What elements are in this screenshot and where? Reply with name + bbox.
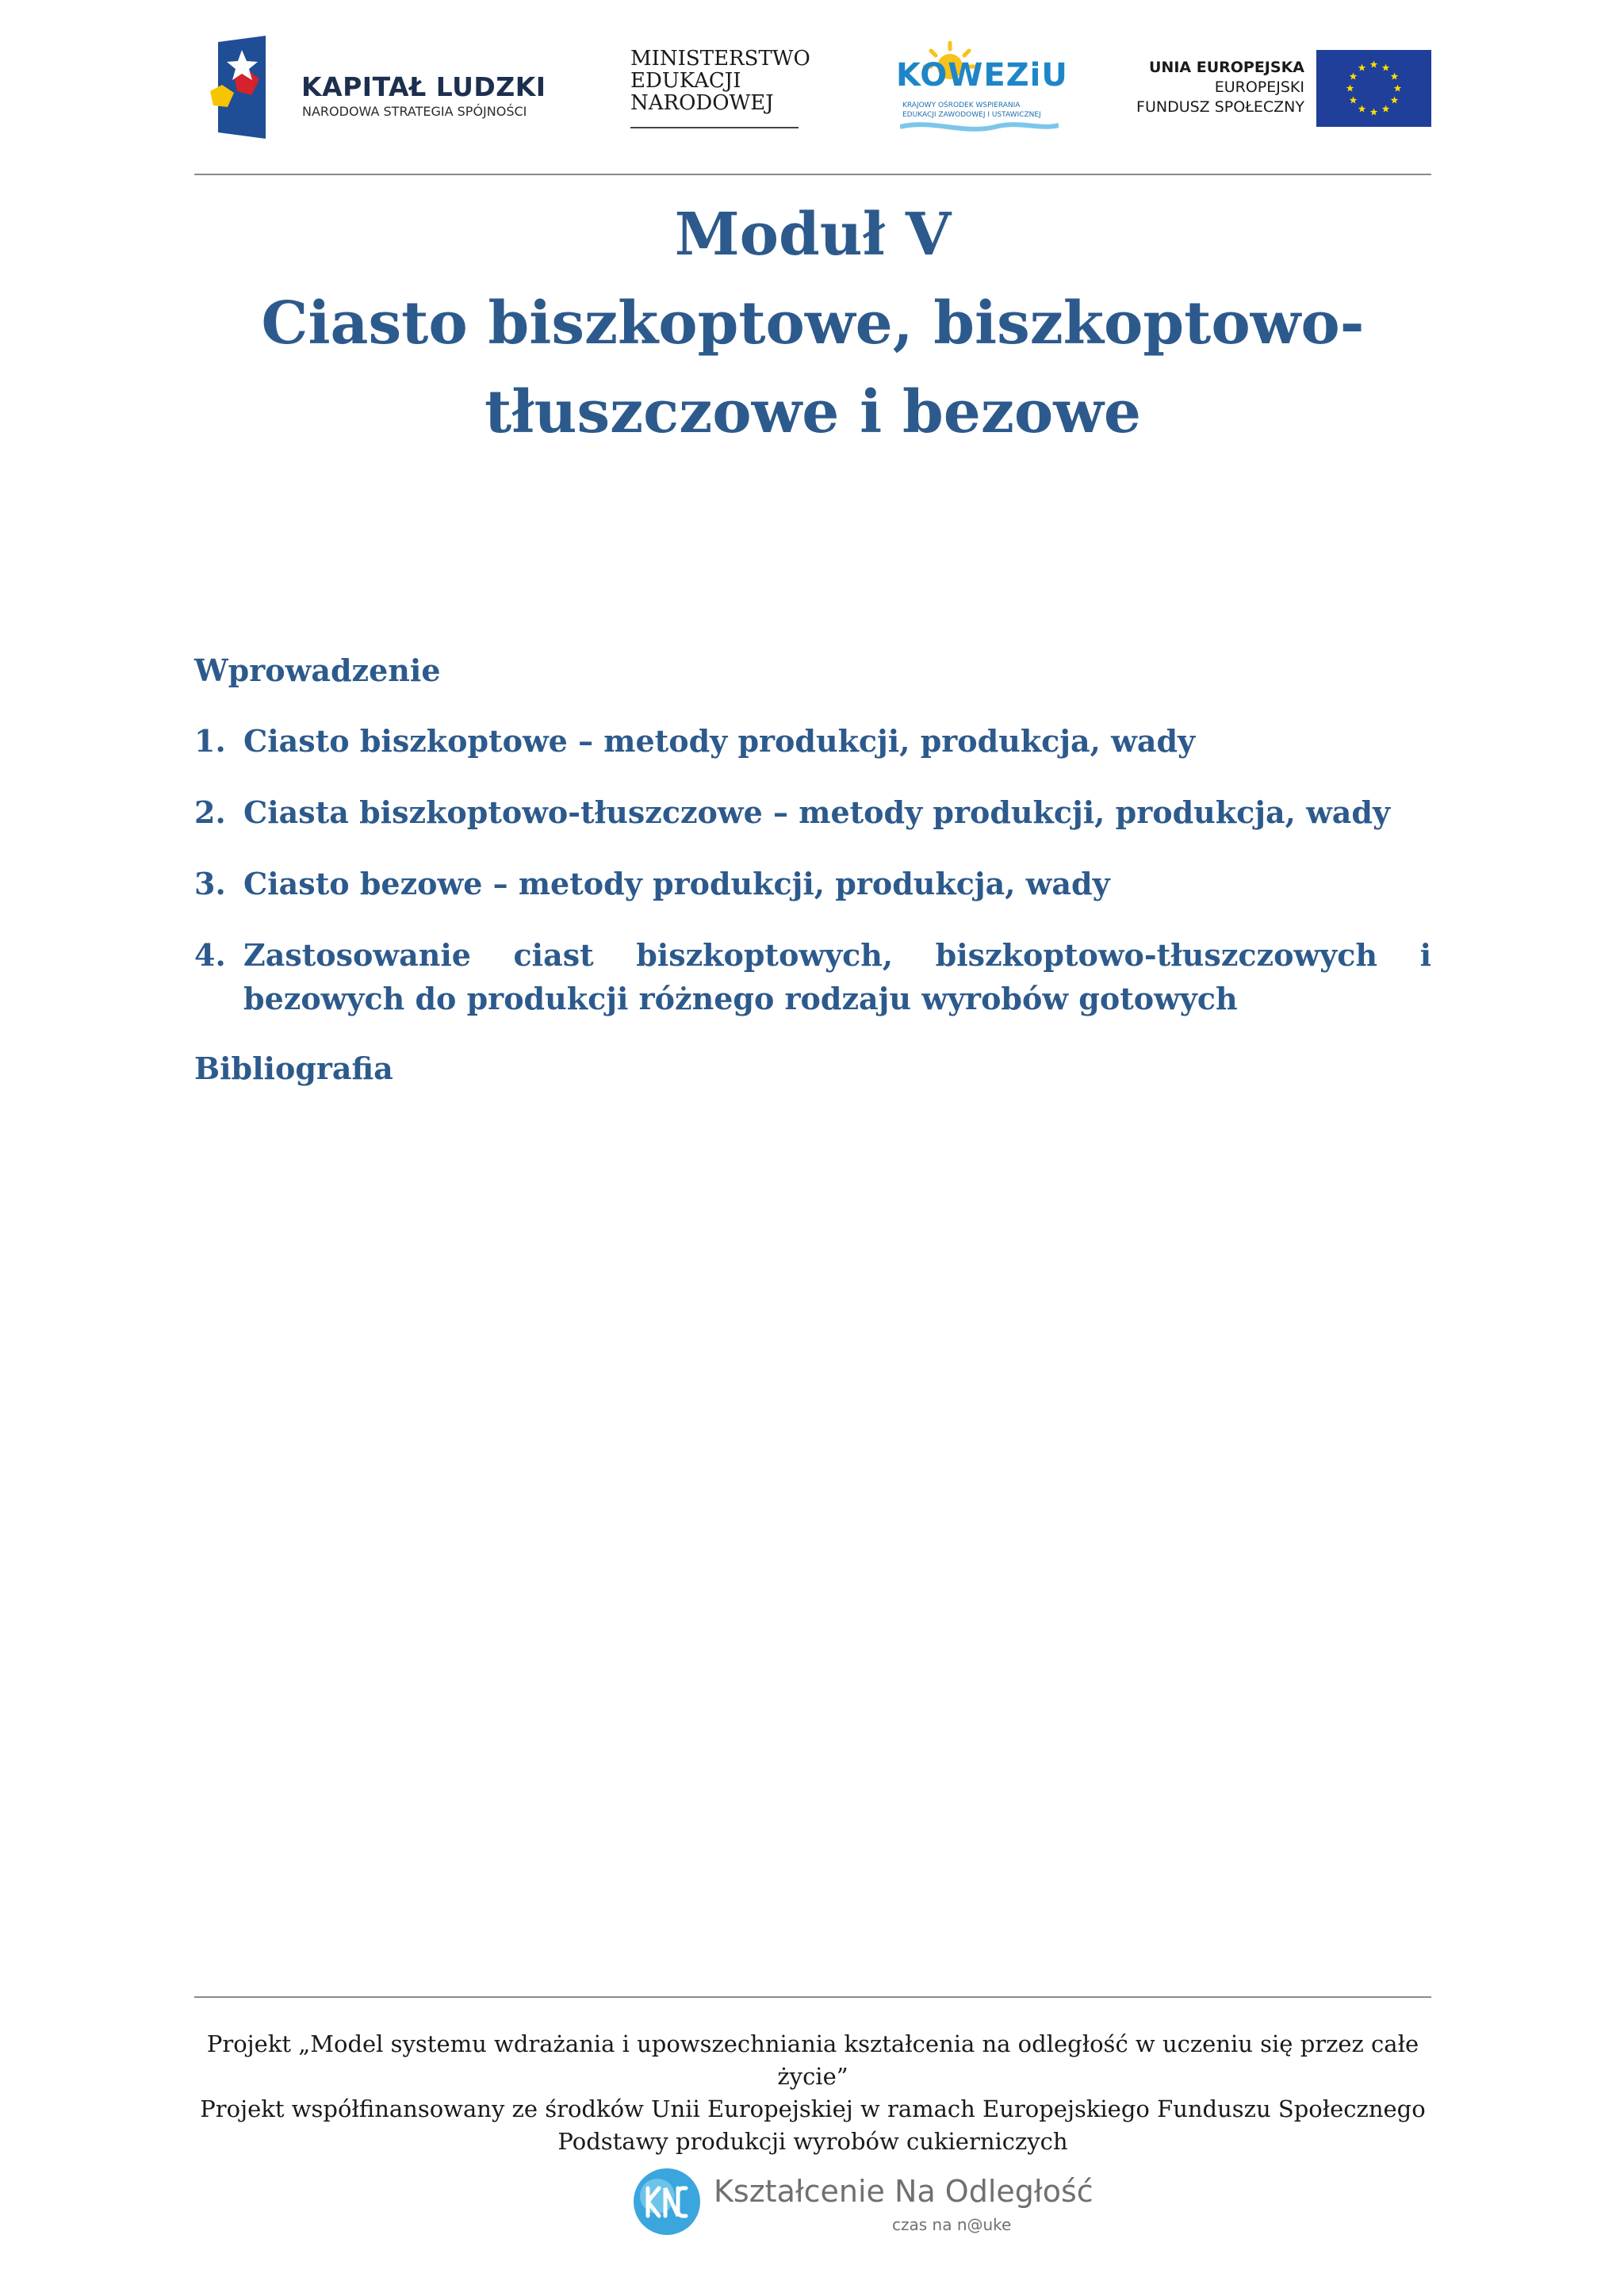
eu-star-icon (1382, 64, 1390, 71)
eu-stars-icon (1316, 50, 1431, 127)
eu-line-1: UNIA EUROPEJSKA (1149, 59, 1304, 76)
kapital-ludzki-logo (202, 36, 546, 143)
koweziu-title: KOWEZiU (896, 57, 1068, 94)
wave-icon (900, 119, 1059, 135)
toc-item-number: 2. (194, 794, 226, 830)
eu-star-icon (1370, 109, 1378, 116)
eu-star-icon (1350, 73, 1358, 80)
toc-item-text: Ciasta biszkoptowo-tłuszczowe – metody produkcji, produkcja, wady (243, 794, 1391, 830)
footer-text (194, 2028, 1431, 2158)
ministerstwo-line-3: NARODOWEJ (630, 91, 774, 115)
toc-item-2 (194, 790, 1431, 834)
eu-star-icon (1394, 85, 1402, 92)
ministerstwo-line-1: MINISTERSTWO (630, 47, 810, 71)
kno-name: Kształcenie Na Odległość (714, 2174, 1094, 2209)
kapital-ludzki-emblem-icon (202, 36, 293, 143)
toc-item-3 (194, 862, 1431, 905)
eu-star-icon (1391, 73, 1399, 80)
kapital-ludzki-title: KAPITAŁ LUDZKI (301, 71, 546, 102)
toc-item-number: 1. (194, 723, 226, 759)
page-title (194, 190, 1431, 457)
koweziu-logo (896, 40, 1071, 135)
title-line-3: tłuszczowe i bezowe (485, 378, 1141, 446)
header-logos (194, 36, 1431, 147)
ministerstwo-line-2: EDUKACJI (630, 69, 741, 93)
toc-item-number: 3. (194, 866, 226, 901)
toc-item-4 (194, 933, 1431, 1020)
toc-item-text: Ciasto biszkoptowe – metody produkcji, produkcja, wady (243, 723, 1196, 759)
eu-flag-icon (1316, 50, 1431, 127)
title-line-2: Ciasto biszkoptowe, biszkoptowo- (261, 289, 1365, 358)
eu-star-icon (1391, 97, 1399, 104)
toc-item-text: Zastosowanie ciast biszkoptowych, biszkoptowo-tłuszczowych i bezowych do produkcji różnego rodzaju wyrobów gotowych (243, 937, 1431, 1016)
eu-star-icon (1346, 85, 1354, 92)
kno-slogan: czas na n@uke (892, 2215, 1012, 2234)
eu-logo (1136, 50, 1431, 129)
koweziu-subtitle-2: EDUKACJI ZAWODOWEJ I USTAWICZNEJ (902, 111, 1041, 119)
footer-divider (194, 1996, 1431, 1998)
eu-star-icon (1358, 105, 1366, 112)
toc-intro: Wprowadzenie (194, 652, 441, 688)
kno-emblem-icon (630, 2164, 706, 2240)
toc-item-1 (194, 719, 1431, 763)
table-of-contents (194, 650, 1431, 1089)
eu-star-icon (1370, 61, 1378, 68)
eu-star-icon (1350, 97, 1358, 104)
koweziu-subtitle-1: KRAJOWY OŚRODEK WSPIERANIA (902, 101, 1021, 109)
toc-item-number: 4. (194, 937, 226, 973)
footer-line-1: Projekt „Model systemu wdrażania i upowszechniania kształcenia na odległość w uczeniu się przez całe życie” (206, 2030, 1419, 2090)
footer-line-2: Projekt współfinansowany ze środków Unii Europejskiej w ramach Europejskiego Funduszu Społecznego (200, 2095, 1426, 2122)
title-line-1: Moduł V (674, 201, 952, 269)
eu-line-2: EUROPEJSKI (1214, 78, 1304, 96)
eu-text (1136, 58, 1304, 117)
footer-line-3: Podstawy produkcji wyrobów cukierniczych (557, 2128, 1068, 2155)
kapital-ludzki-subtitle: NARODOWA STRATEGIA SPÓJNOŚCI (302, 104, 527, 119)
kno-logo (630, 2164, 1094, 2244)
ministerstwo-logo (630, 48, 813, 135)
ministerstwo-underline (630, 127, 799, 128)
eu-line-3: FUNDUSZ SPOŁECZNY (1136, 98, 1304, 116)
header-divider (194, 174, 1431, 175)
eu-star-icon (1382, 105, 1390, 112)
toc-bibliography: Bibliografia (194, 1050, 393, 1086)
eu-star-icon (1358, 64, 1366, 71)
toc-item-text: Ciasto bezowe – metody produkcji, produkcja, wady (243, 866, 1110, 901)
